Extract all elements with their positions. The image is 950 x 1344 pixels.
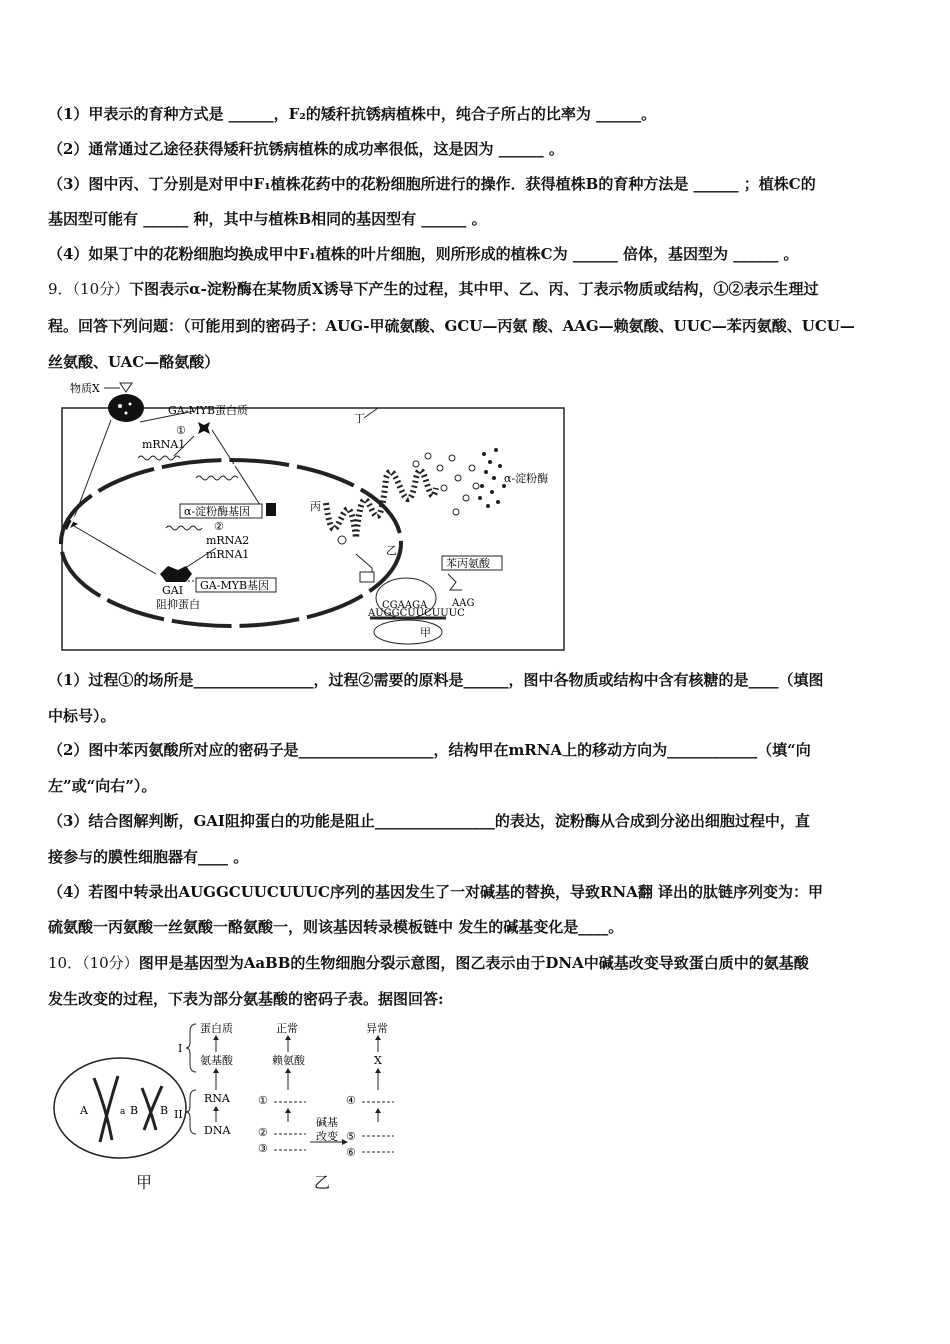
q9-a2-line1: （2）图中苯丙氨酸所对应的密码子是__________________，结构甲在mRNA上的移动方向为____________（填“向 [48, 741, 811, 759]
q9-a4-line1: （4）若图中转录出AUGGCUUCUUUC序列的基因发生了一对碱基的替换，导致RNA翻 译出的肽链序列变为：甲 [48, 883, 824, 901]
strand-4-label: ④ [346, 1094, 356, 1107]
allele-B-label-2: B [160, 1104, 169, 1117]
x-label: X [374, 1054, 382, 1067]
q9-a2-line2: 左”或“向右”）。 [48, 777, 157, 795]
q10-intro-line1 [48, 953, 908, 973]
vesicles [413, 453, 479, 515]
roman-two-label: II [174, 1108, 183, 1121]
yi-label: 乙 [386, 544, 397, 557]
q8-part4: （4）如果丁中的花粉细胞均换成甲中F₁植株的叶片细胞，则所形成的植株C为 ______ 倍体，基因型为 ______ 。 [48, 245, 799, 263]
q8-part3-line2: 基因型可能有 ______ 种，其中与植株B相同的基因型有 ______ 。 [48, 210, 487, 228]
aag-label: AAG [452, 598, 475, 609]
base-change-label-1: 碱基 [316, 1116, 338, 1129]
q9-intro-line2: 程。回答下列问题：（可能用到的密码子：AUG-甲硫氨酸、GCU—丙氨 酸、AAG—赖氨酸、UUC—苯丙氨酸、UCU— [48, 317, 855, 335]
ding-label: 丁 [354, 412, 365, 425]
cgaaga-label: CGAAGA [382, 600, 428, 611]
q9-intro-line3: 丝氨酸、UAC—酪氨酸） [48, 353, 220, 371]
strand-1-label: ① [258, 1094, 268, 1107]
ga-myb-protein-icon [198, 422, 210, 434]
allele-a-label: a [120, 1107, 126, 1117]
q9-a4-line2: 硫氨酸一丙氨酸一丝氨酸一酪氨酸一，则该基因转录模板链中 发生的碱基变化是____。 [48, 918, 624, 936]
roman-one-label: I [178, 1042, 183, 1055]
q8-part3-line1: （3）图中丙、丁分别是对甲中F₁植株花药中的花粉细胞所进行的操作．获得植株B的育种方法是 ______ ；植株C的 [48, 175, 816, 193]
ga-myb-gene-label: GA-MYB基因 [200, 579, 270, 592]
q9-a3-line1: （3）结合图解判断，GAI阻抑蛋白的功能是阻止________________的表达，淀粉酶从合成到分泌出细胞过程中，直 [48, 812, 810, 830]
amylase-gene-label: α-淀粉酶基因 [184, 505, 251, 518]
gene-block-icon [266, 503, 276, 516]
process-2-label: ② [214, 520, 224, 533]
repressor-label: 阻抑蛋白 [156, 598, 200, 611]
q9-intro-line1 [48, 279, 908, 299]
amylase-label: α-淀粉酶 [504, 472, 549, 485]
triangle-icon [120, 383, 132, 392]
gai-label: GAI [162, 584, 184, 597]
mrna1-label: mRNA1 [142, 438, 186, 451]
normal-label: 正常 [276, 1022, 298, 1035]
amylase-dots [478, 448, 506, 508]
q8-part2: （2）通常通过乙途径获得矮秆抗锈病植株的成功率很低，这是因为 ______ 。 [48, 140, 564, 158]
q8-part1: （1）甲表示的育种方式是 ______，F₂的矮秆抗锈病植株中，纯合子所占的比率为 ______。 [48, 105, 657, 123]
q9-a1-line1: （1）过程①的场所是________________，过程②需要的原料是______，图中各物质或结构中含有核糖的是____（填图 [48, 671, 824, 689]
dna-label: DNA [204, 1124, 231, 1137]
mrna2-label: mRNA2 [206, 534, 250, 547]
q10-figure [50, 1018, 410, 1168]
mrna1-label-b: mRNA1 [206, 548, 250, 561]
q10-intro-text: 图甲是基因型为AaBB的生物细胞分裂示意图，图乙表示由于DNA中碱基改变导致蛋白质中的氨基酸 [138, 954, 809, 972]
q9-intro-text: 下图表示α-淀粉酶在某物质X诱导下产生的过程，其中甲、乙、丙、丁表示物质或结构，①②表示生理过 [129, 280, 819, 298]
rna-label: RNA [204, 1092, 230, 1105]
q9-number: 9．（10分） [48, 280, 130, 298]
q9-a3-line2: 接参与的膜性细胞器有____ 。 [48, 848, 249, 866]
allele-B-label-1: B [130, 1104, 139, 1117]
abnormal-label: 异常 [366, 1022, 388, 1035]
q10-intro-line2: 发生改变的过程，下表为部分氨基酸的密码子表。据图回答: [48, 990, 444, 1008]
ga-myb-protein-label: GA-MYB蛋白质 [168, 404, 249, 417]
mrna-sequence-label: AUGGCUUCUUUC [368, 608, 465, 619]
strand-2-label: ② [258, 1126, 268, 1139]
process-1-label: ① [176, 424, 186, 437]
jia-label: 甲 [420, 626, 431, 639]
lysine-label: 赖氨酸 [272, 1054, 305, 1067]
q10-number: 10．（10分） [48, 954, 139, 972]
protein-label: 蛋白质 [200, 1022, 233, 1035]
strand-6-label: ⑥ [346, 1146, 356, 1159]
figure-caption-yi: 乙 [314, 1173, 331, 1192]
gai-protein-icon [160, 566, 192, 582]
strand-3-label: ③ [258, 1142, 268, 1155]
chromosome-pair-a [94, 1076, 118, 1142]
allele-A-label: A [80, 1104, 88, 1117]
bing-label: 丙 [310, 500, 321, 513]
q9-a1-line2: 中标号）。 [48, 707, 116, 725]
receptor-blob [108, 394, 144, 422]
chromosome-pair-b [142, 1086, 162, 1130]
substance-x-label: 物质X [70, 382, 100, 395]
figure-caption-jia: 甲 [136, 1173, 153, 1192]
phe-label: 苯丙氨酸 [446, 557, 490, 570]
base-change-label-2: 改变 [316, 1130, 338, 1143]
strand-5-label: ⑤ [346, 1130, 356, 1143]
q9-figure [56, 378, 576, 654]
amino-acid-label: 氨基酸 [200, 1054, 233, 1067]
